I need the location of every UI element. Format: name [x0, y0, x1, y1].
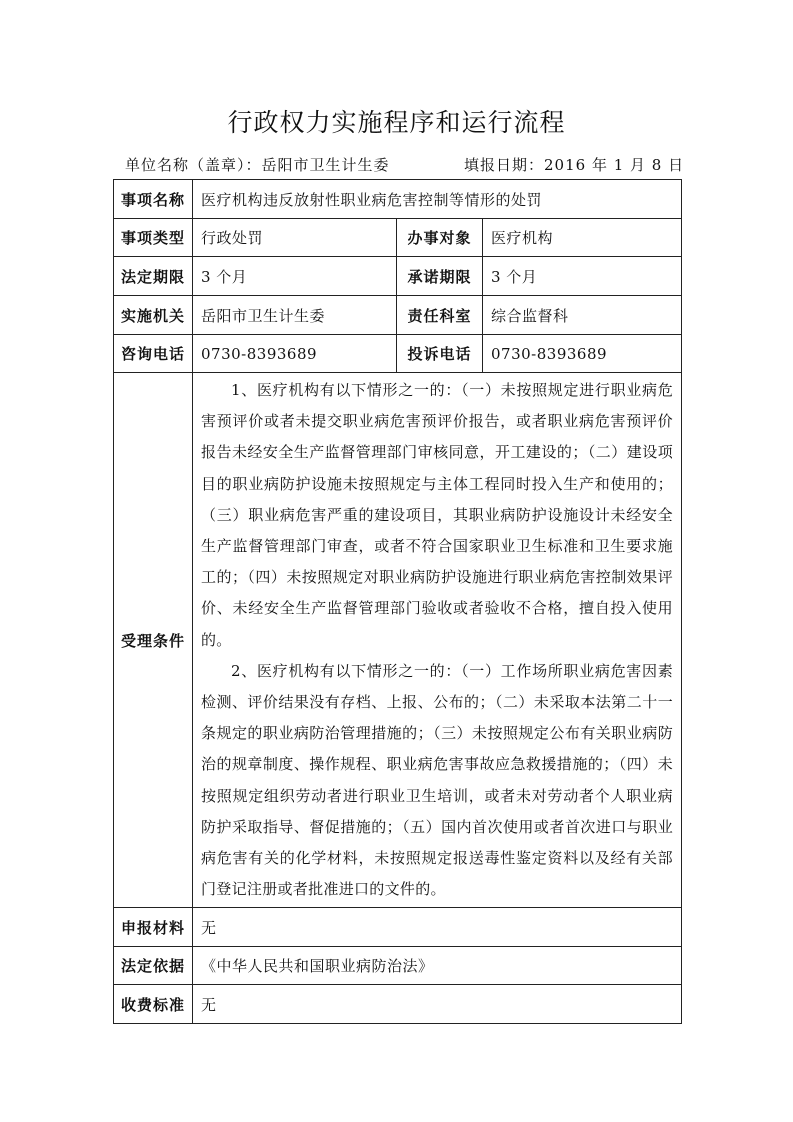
materials-value: 无 — [193, 908, 682, 947]
target-value: 医疗机构 — [483, 219, 682, 257]
agency-label: 实施机关 — [114, 296, 193, 335]
item-type-label: 事项类型 — [114, 219, 193, 257]
fee-label: 收费标准 — [114, 985, 193, 1024]
page-title: 行政权力实施程序和运行流程 — [227, 108, 566, 137]
table-row — [114, 908, 682, 947]
table-row — [114, 947, 682, 985]
agency-value: 岳阳市卫生计生委 — [193, 296, 397, 335]
table-row — [114, 257, 682, 296]
process-table — [113, 179, 682, 1024]
item-type-value: 行政处罚 — [193, 219, 397, 257]
legal-deadline-value: 3 个月 — [193, 257, 397, 296]
complaint-phone-label: 投诉电话 — [397, 335, 483, 373]
legal-deadline-label: 法定期限 — [114, 257, 193, 296]
condition-paragraph-1: 1、医疗机构有以下情形之一的：（一）未按照规定进行职业病危害预评价或者未提交职业病危害预评价报告，或者职业病危害预评价报告未经安全生产监督管理部门审核同意，开工建设的；（二）建设项目的职业病防护设施未按照规定与主体工程同时投入生产和使用的；（三）职业病危害严重的建设项目，其职业病防护设施设计未经安全生产监督管理部门审查，或者不符合国家职业卫生标准和卫生要求施工的；（四）未按照规定对职业病防护设施进行职业病危害控制效果评价、未经安全生产监督管理部门验收或者验收不合格，擅自投入使用的。 — [201, 381, 673, 649]
materials-label: 申报材料 — [114, 908, 193, 947]
unit-name: 单位名称（盖章）：岳阳市卫生计生委 — [125, 156, 390, 174]
table-row — [114, 373, 682, 908]
department-value: 综合监督科 — [483, 296, 682, 335]
promised-deadline-value: 3 个月 — [483, 257, 682, 296]
table-row — [114, 985, 682, 1024]
target-label: 办事对象 — [397, 219, 483, 257]
table-row — [114, 335, 682, 373]
department-label: 责任科室 — [397, 296, 483, 335]
table-row — [114, 180, 682, 219]
condition-paragraph-2: 2、医疗机构有以下情形之一的：（一）工作场所职业病危害因素检测、评价结果没有存档、上报、公布的；（二）未采取本法第二十一条规定的职业病防治管理措施的；（三）未按照规定公布有关职业病防治的规章制度、操作规程、职业病危害事故应急救援措施的；（四）未按照规定组织劳动者进行职业卫生培训，或者未对劳动者个人职业病防护采取指导、督促措施的；（五）国内首次使用或者首次进口与职业病危害有关的化学材料，未按照规定报送毒性鉴定资料以及经有关部门登记注册或者批准进口的文件的。 — [201, 661, 673, 899]
consult-phone-value: 0730-8393689 — [193, 335, 397, 373]
complaint-phone-value: 0730-8393689 — [483, 335, 682, 373]
item-name-label: 事项名称 — [114, 180, 193, 219]
legal-basis-label: 法定依据 — [114, 947, 193, 985]
legal-basis-value: 《中华人民共和国职业病防治法》 — [193, 947, 682, 985]
conditions-value — [193, 373, 682, 908]
conditions-label: 受理条件 — [114, 373, 193, 908]
consult-phone-label: 咨询电话 — [114, 335, 193, 373]
promised-deadline-label: 承诺期限 — [397, 257, 483, 296]
table-row — [114, 296, 682, 335]
fill-date: 填报日期：2016 年 1 月 8 日 — [464, 156, 685, 174]
table-row — [114, 219, 682, 257]
item-name-value: 医疗机构违反放射性职业病危害控制等情形的处罚 — [193, 180, 682, 219]
fee-value: 无 — [193, 985, 682, 1024]
